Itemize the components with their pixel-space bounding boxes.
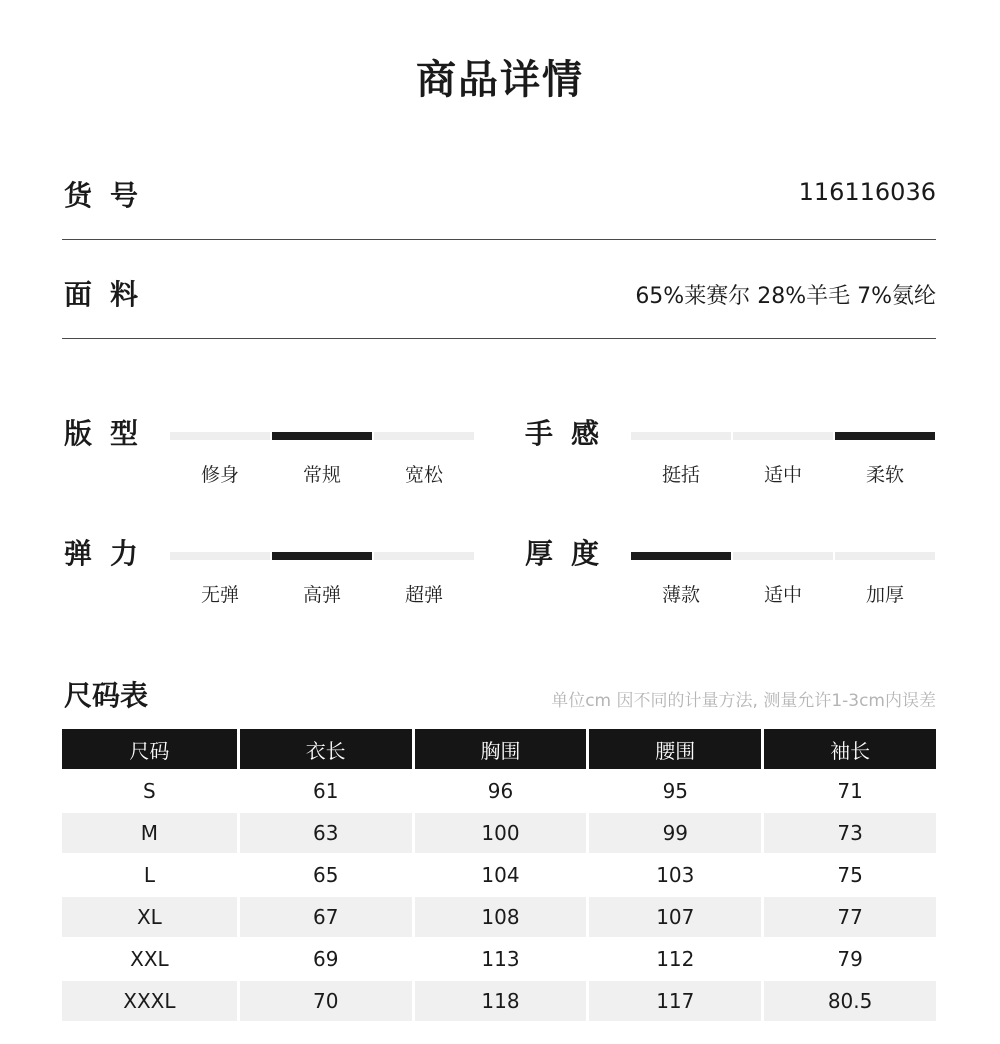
table-cell: 80.5 — [761, 979, 936, 1021]
attr-label: 版型 — [64, 417, 157, 450]
scale-segment — [170, 552, 270, 560]
scale-segment — [733, 432, 833, 440]
table-cell: 73 — [761, 811, 936, 853]
table-cell: 99 — [586, 811, 761, 853]
table-cell: 63 — [237, 811, 412, 853]
scale-option-label: 常规 — [302, 464, 341, 486]
scale-option-label: 加厚 — [865, 584, 904, 606]
scale-option-label: 修身 — [200, 464, 239, 486]
scale-option-label: 柔软 — [865, 464, 904, 486]
scale-option-label: 挺括 — [661, 464, 700, 486]
table-cell: 95 — [586, 769, 761, 811]
table-cell: 118 — [412, 979, 587, 1021]
table-cell: 75 — [761, 853, 936, 895]
scale-segment — [631, 432, 731, 440]
attr-label: 弹力 — [64, 537, 157, 570]
size-chart-note: 单位cm 因不同的计量方法, 测量允许1-3cm内误差 — [551, 691, 936, 711]
fabric-value: 65%莱赛尔 28%羊毛 7%氨纶 — [635, 284, 936, 309]
scale-option-label: 宽松 — [404, 464, 443, 486]
scale-segment — [733, 552, 833, 560]
attr-elasticity — [62, 532, 502, 606]
table-row — [62, 853, 936, 895]
attr-label: 厚度 — [525, 537, 618, 570]
scale-segment-selected — [631, 552, 731, 560]
attr-hand-feel — [523, 412, 963, 486]
sku-row — [62, 140, 936, 240]
size-table — [62, 729, 936, 1021]
fabric-label: 面料 — [64, 278, 157, 311]
table-cell: L — [62, 853, 237, 895]
header-cell: 尺码 — [62, 729, 237, 769]
table-row — [62, 979, 936, 1021]
table-row — [62, 811, 936, 853]
table-cell: 108 — [412, 895, 587, 937]
scale-segment-selected — [272, 552, 372, 560]
table-cell: 107 — [586, 895, 761, 937]
scale-segment-selected — [272, 432, 372, 440]
table-cell: 69 — [237, 937, 412, 979]
sku-label: 货号 — [64, 179, 157, 212]
scale-segment — [374, 552, 474, 560]
fabric-row — [62, 239, 936, 339]
scale-option-label: 适中 — [763, 584, 802, 606]
table-cell: S — [62, 769, 237, 811]
table-cell: XL — [62, 895, 237, 937]
sku-value: 116116036 — [798, 178, 936, 206]
table-cell: 117 — [586, 979, 761, 1021]
table-row — [62, 895, 936, 937]
attr-thickness — [523, 532, 963, 606]
table-cell: XXL — [62, 937, 237, 979]
scale-segment — [170, 432, 270, 440]
table-cell: 112 — [586, 937, 761, 979]
table-cell: 65 — [237, 853, 412, 895]
table-cell: XXXL — [62, 979, 237, 1021]
table-cell: 61 — [237, 769, 412, 811]
scale-option-label: 超弹 — [404, 584, 443, 606]
size-table-header — [62, 729, 936, 769]
table-cell: 104 — [412, 853, 587, 895]
header-cell: 胸围 — [412, 729, 587, 769]
size-chart-title: 尺码表 — [64, 679, 149, 712]
header-cell: 袖长 — [761, 729, 936, 769]
page-title: 商品详情 — [416, 57, 584, 103]
table-cell: 71 — [761, 769, 936, 811]
table-cell: 70 — [237, 979, 412, 1021]
scale-segment — [374, 432, 474, 440]
scale-option-label: 薄款 — [661, 584, 700, 606]
header-cell: 腰围 — [586, 729, 761, 769]
table-cell: 96 — [412, 769, 587, 811]
scale-option-label: 适中 — [763, 464, 802, 486]
table-cell: 77 — [761, 895, 936, 937]
table-cell: 113 — [412, 937, 587, 979]
header-cell: 衣长 — [237, 729, 412, 769]
table-cell: 79 — [761, 937, 936, 979]
scale-segment-selected — [835, 432, 935, 440]
table-row — [62, 769, 936, 811]
attr-fit — [62, 412, 502, 486]
table-cell: 103 — [586, 853, 761, 895]
table-cell: 67 — [237, 895, 412, 937]
table-row — [62, 937, 936, 979]
attr-label: 手感 — [525, 417, 618, 450]
scale-segment — [835, 552, 935, 560]
scale-option-label: 无弹 — [200, 584, 239, 606]
scale-option-label: 高弹 — [302, 584, 341, 606]
table-cell: 100 — [412, 811, 587, 853]
table-cell: M — [62, 811, 237, 853]
